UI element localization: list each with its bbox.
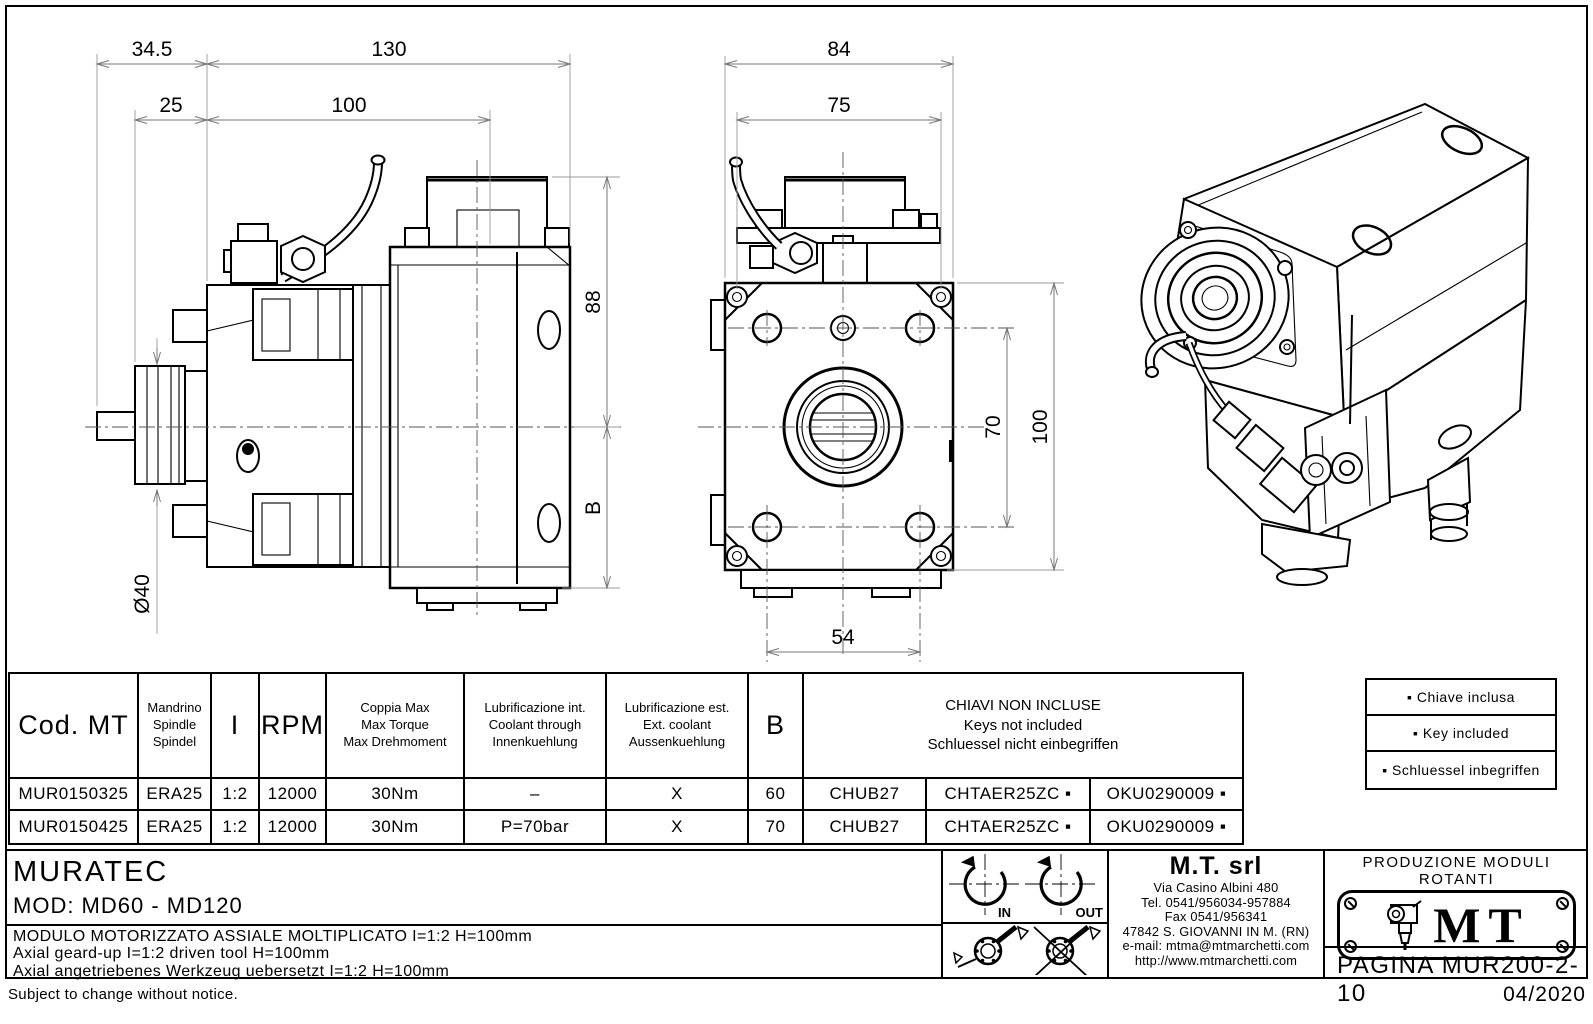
table-row: MUR0150325 ERA25 1:2 12000 30Nm – X 60 CHUB27 CHTAER25ZC ▪ OKU0290009 ▪: [10, 779, 1242, 811]
legend-item: ▪ Schluessel inbegriffen: [1382, 762, 1540, 778]
keys-legend: [1365, 678, 1557, 790]
description-de: Axial angetriebenes Werkzeug uebersetzt I=1:2 H=100mm: [13, 962, 450, 980]
dim-100-side: 100: [1029, 409, 1052, 445]
col-header-spindle: Mandrino Spindle Spindel: [139, 674, 212, 777]
rotation-in-label: IN: [998, 905, 1011, 920]
company-block: [1107, 851, 1323, 979]
col-header-ratio: I: [212, 674, 260, 777]
tool-head-icon: [1383, 897, 1423, 953]
dim-34-5: 34.5: [131, 38, 173, 61]
description-en: Axial geard-up I=1:2 driven tool H=100mm: [13, 945, 330, 963]
col-header-torque: Coppia Max Max Torque Max Drehmoment: [327, 674, 465, 777]
screw-icon: [1344, 897, 1357, 910]
col-header-cod-mt: Cod. MT: [10, 674, 139, 777]
brand-name: MURATEC: [13, 856, 169, 888]
description-it: MODULO MOTORIZZATO ASSIALE MOLTIPLICATO I=1:2 H=100mm: [13, 928, 533, 945]
cell-code: MUR0150325: [10, 779, 139, 809]
dim-diameter-40: Ø40: [131, 574, 154, 614]
rotation-out-label: OUT: [1075, 905, 1103, 920]
footer-note: Subject to change without notice.: [8, 986, 239, 1003]
spec-table: [8, 672, 1244, 845]
cell-code: MUR0150425: [10, 811, 139, 843]
col-header-b: B: [749, 674, 804, 777]
spec-table-header: [10, 674, 1242, 779]
dim-25: 25: [159, 94, 183, 117]
col-header-lub-int: Lubrificazione int. Coolant through Innenkuehlung: [465, 674, 607, 777]
col-header-lub-ext: Lubrificazione est. Ext. coolant Aussenkuehlung: [607, 674, 749, 777]
company-address: Via Casino Albini 480: [1153, 880, 1279, 895]
mt-logo-text: MT: [1433, 897, 1530, 953]
dim-B: B: [582, 500, 605, 516]
wrench-allowed-icon: [954, 927, 1028, 967]
rotation-direction-block: [941, 851, 1107, 979]
dim-70: 70: [982, 415, 1005, 439]
dim-88: 88: [582, 290, 605, 314]
side-view: [85, 38, 625, 634]
model-line: MOD: MD60 - MD120: [13, 893, 243, 918]
description-block: [7, 926, 941, 980]
front-view: [698, 38, 1064, 662]
company-email: e-mail: mtma@mtmarchetti.com: [1122, 938, 1310, 954]
dim-130: 130: [371, 38, 407, 61]
company-tel: Tel. 0541/956034-957884: [1141, 894, 1291, 910]
dim-100-top: 100: [331, 94, 367, 117]
col-header-keys: CHIAVI NON INCLUSE Keys not included Schluessel nicht einbegriffen: [927, 697, 1119, 754]
legend-item: ▪ Key included: [1367, 716, 1555, 752]
dim-84: 84: [827, 38, 851, 61]
screw-icon: [1556, 897, 1569, 910]
footer-date: 04/2020: [1503, 983, 1586, 1006]
dim-75: 75: [827, 94, 851, 117]
wrench-usage-icons: [943, 924, 1106, 975]
production-label: PRODUZIONE MODULI ROTANTI: [1362, 854, 1551, 888]
rotation-in-out-icons: [943, 851, 1106, 921]
company-fax: Fax 0541/956341: [1164, 909, 1268, 925]
title-block-main: [7, 853, 941, 979]
legend-item: ▪ Chiave inclusa: [1367, 680, 1555, 716]
company-city: 47842 S. GIOVANNI IN M. (RN): [1122, 923, 1310, 939]
isometric-view: [1123, 104, 1528, 585]
company-name: M.T. srl: [1169, 852, 1263, 880]
table-row: MUR0150425 ERA25 1:2 12000 30Nm P=70bar X 70 CHUB27 CHTAER25ZC ▪ OKU0290009 ▪: [10, 811, 1242, 843]
col-header-rpm: RPM: [260, 674, 327, 777]
page-number: PAGINA MUR200-2-10: [1325, 946, 1588, 979]
company-website: http://www.mtmarchetti.com: [1134, 952, 1298, 968]
dim-54: 54: [831, 626, 855, 649]
wrench-forbidden-icon: [1034, 927, 1100, 975]
